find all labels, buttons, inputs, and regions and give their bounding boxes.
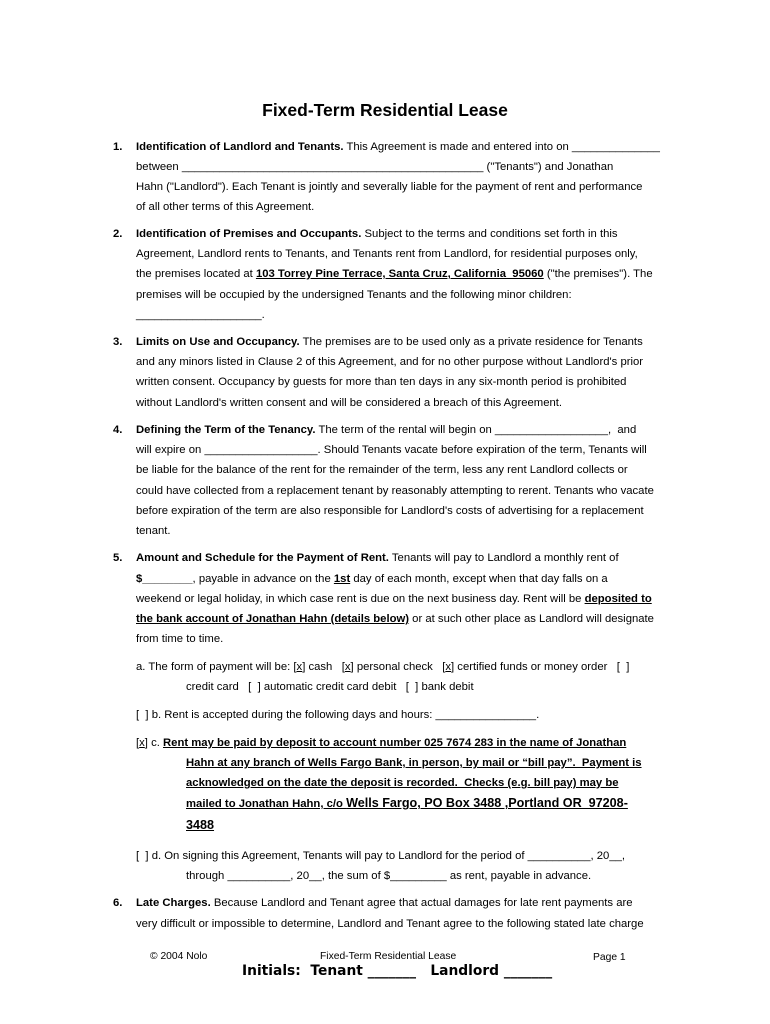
section-5-text-d: day of each month, except when that day falls on a — [350, 573, 608, 585]
section-4-line-5: before expiration of the term are also responsible for Landlord's costs of advertising for a replacement — [136, 505, 644, 517]
section-4-line-1 — [136, 423, 636, 437]
section-5-number: 5. — [113, 552, 123, 564]
section-1-text: This Agreement is made and entered into on ______________ — [343, 141, 660, 153]
section-4-number: 4. — [113, 424, 123, 436]
section-2-line-4: premises will be occupied by the undersigned Tenants and the following minor children: — [136, 289, 572, 301]
deposit-account-text: Rent may be paid by deposit to account number 025 7674 283 in the name of Jonathan — [163, 737, 627, 749]
section-2-heading: Identification of Premises and Occupants. — [136, 228, 362, 240]
deposit-option-line-1 — [136, 736, 626, 750]
section-3-number: 3. — [113, 336, 123, 348]
deposit-option-text-2: Hahn at any branch of Wells Fargo Bank, in person, by mail or “bill pay”. Payment is — [186, 757, 642, 769]
section-1-number: 1. — [113, 141, 123, 153]
premises-address: 103 Torrey Pine Terrace, Santa Cruz, California 95060 — [255, 268, 544, 280]
footer-page-number: Page 1 — [593, 952, 626, 963]
deposit-option-line-4 — [186, 796, 628, 810]
payment-form-line-1 — [136, 660, 629, 674]
section-1-heading: Identification of Landlord and Tenants. — [136, 141, 344, 153]
certified-funds-label: ] certified funds or money order [ ] — [451, 661, 630, 673]
section-3-line-1 — [136, 335, 643, 349]
section-4-line-6: tenant. — [136, 525, 171, 537]
deposit-option-text-3: acknowledged on the date the deposit is recorded. Checks (e.g. bill pay) may be — [186, 777, 619, 789]
section-6-line-2: very difficult or impossible to determine, Landlord and Tenant agree to the following stated late charge — [136, 918, 644, 930]
section-2-text-c: ("the premises"). The — [543, 268, 653, 280]
section-5-heading: Amount and Schedule for the Payment of Rent. — [136, 552, 389, 564]
deposit-option-line-2 — [186, 756, 642, 770]
deposit-emphasis: deposited to — [584, 593, 652, 605]
section-5-text-4b: or at such other place as Landlord will designate — [409, 613, 654, 625]
section-1-line-2: between ________________________________________________ ("Tenants") and Jonathan — [136, 161, 614, 173]
section-5-line-3 — [136, 592, 652, 606]
mailing-address: Wells Fargo, PO Box 3488 ,Portland OR 97208- — [346, 796, 628, 810]
section-2-number: 2. — [113, 228, 123, 240]
section-5-text-3a: weekend or legal holiday, in which case rent is due on the next business day. Rent will be — [136, 593, 585, 605]
section-1-line-3: Hahn ("Landlord"). Each Tenant is jointly and severally liable for the payment of rent and performance — [136, 181, 643, 193]
footer-copyright: © 2004 Nolo — [150, 951, 208, 962]
section-2-line-5: ____________________. — [136, 309, 265, 321]
section-6-line-1 — [136, 896, 633, 910]
mailing-zip-suffix: 3488 — [186, 818, 215, 832]
payment-form-line-2: credit card [ ] automatic credit card debit [ ] bank debit — [186, 681, 474, 693]
section-5-line-1 — [136, 551, 619, 565]
cash-checkbox-mark: x — [296, 661, 303, 673]
section-5-line-5: from time to time. — [136, 633, 224, 645]
section-3-text: The premises are to be used only as a private residence for Tenants — [299, 336, 643, 348]
section-3-line-3: written consent. Occupancy by guests for more than ten days in any six-month period is prohibited — [136, 376, 627, 388]
section-3-line-4: without Landlord's written consent and will be considered a breach of this Agreement. — [136, 397, 563, 409]
section-6-heading: Late Charges. — [136, 897, 211, 909]
section-5-text: Tenants will pay to Landlord a monthly rent of — [388, 552, 619, 564]
section-4-line-2: will expire on __________________. Should Tenants vacate before expiration of the term, Tenants will — [136, 444, 647, 456]
section-2-line-2: Agreement, Landlord rents to Tenants, and Tenants rent from Landlord, for residential purposes only, — [136, 248, 638, 260]
certified-checkbox-mark: x — [445, 661, 452, 673]
section-5-line-2 — [136, 572, 608, 586]
bank-account-emphasis: the bank account of Jonathan Hahn (details below) — [136, 613, 410, 625]
personal-check-label: ] personal check [ — [350, 661, 446, 673]
deposit-option-label: ] c. — [144, 737, 163, 749]
section-6-text: Because Landlord and Tenant agree that actual damages for late rent payments are — [210, 897, 633, 909]
document-title: Fixed-Term Residential Lease — [262, 100, 508, 120]
deposit-option-line-3 — [186, 776, 619, 790]
deposit-bracket-open: [ — [136, 737, 140, 749]
prorated-rent-line-1: [ ] d. On signing this Agreement, Tenants will pay to Landlord for the period of __________, 20__, — [136, 850, 626, 862]
footer-document-name: Fixed-Term Residential Lease — [320, 951, 457, 962]
deposit-option-line-5 — [186, 818, 214, 832]
section-1-line-1 — [136, 140, 660, 154]
section-3-line-2: and any minors listed in Clause 2 of this Agreement, and for no other purpose without Landlord's prior — [136, 356, 644, 368]
payment-form-label: a. The form of payment will be: [ — [136, 661, 297, 673]
rent-hours-line: [ ] b. Rent is accepted during the following days and hours: ________________. — [136, 709, 540, 721]
section-2-line-3 — [136, 267, 653, 281]
section-4-text: The term of the rental will begin on __________________, and — [315, 424, 637, 436]
section-6-number: 6. — [113, 897, 123, 909]
section-4-line-3: be liable for the balance of the rent for the remainder of the term, less any rent Landlord collects or — [136, 464, 628, 476]
section-1-line-4: of all other terms of this Agreement. — [136, 201, 315, 213]
section-3-heading: Limits on Use and Occupancy. — [136, 336, 300, 348]
check-checkbox-mark: x — [344, 661, 351, 673]
deposit-option-text-4a: mailed to Jonathan Hahn, c/o — [186, 798, 347, 810]
section-2-line-1 — [136, 227, 618, 241]
section-2-text: Subject to the terms and conditions set forth in this — [361, 228, 618, 240]
rent-due-day: 1st — [333, 573, 351, 585]
section-4-heading: Defining the Term of the Tenancy. — [136, 424, 316, 436]
section-5-text-b: , payable in advance on the — [192, 573, 334, 585]
initials-line: Initials: Tenant _______ Landlord _______ — [242, 963, 553, 979]
section-2-text-a: the premises located at — [136, 268, 256, 280]
section-4-line-4: could have collected from a replacement tenant by reasonably attempting to rerent. Tenants who vacate — [136, 485, 654, 497]
cash-label: ] cash [ — [302, 661, 345, 673]
rent-amount-blank: $________ — [136, 573, 193, 585]
prorated-rent-line-2: through __________, 20__, the sum of $_________ as rent, payable in advance. — [186, 870, 592, 882]
deposit-checkbox-mark: x — [139, 737, 145, 749]
section-5-line-4 — [136, 612, 654, 626]
